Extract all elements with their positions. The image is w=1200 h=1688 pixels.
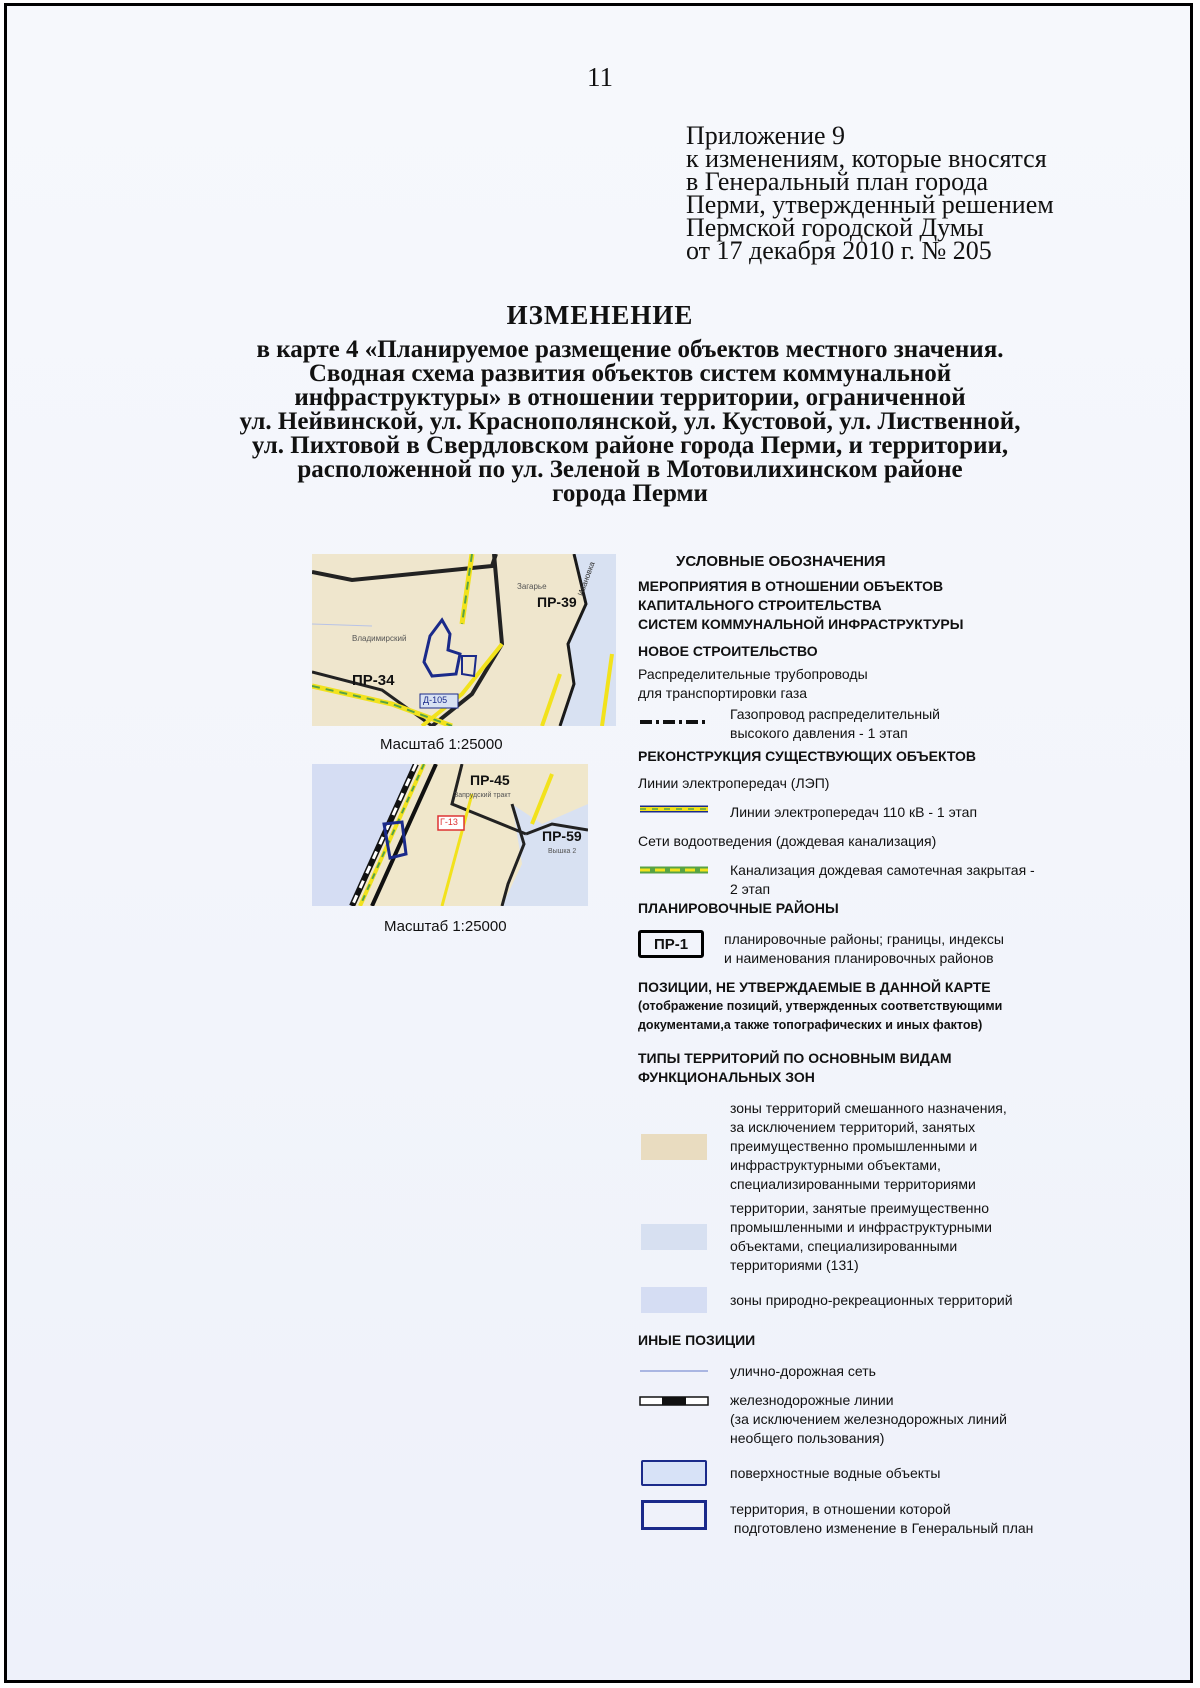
subtitle-line: Сводная схема развития объектов систем коммунальной — [308, 360, 952, 387]
map-label-d105: Д-105 — [423, 695, 448, 705]
legend-heading: МЕРОПРИЯТИЯ В ОТНОШЕНИИ ОБЪЕКТОВ — [638, 578, 944, 594]
power-line-icon — [638, 803, 710, 815]
map-label-small: Запрудский тракт — [454, 792, 511, 799]
legend-heading: ПОЗИЦИИ, НЕ УТВЕРЖДАЕМЫЕ В ДАННОЙ КАРТЕ — [638, 979, 991, 995]
appendix-note — [686, 121, 1054, 265]
drain-line-symbol — [638, 861, 710, 879]
legend-text: за исключением территорий, занятых — [730, 1119, 976, 1135]
legend-text: высокого давления - 1 этап — [730, 725, 908, 741]
legend-text: для транспортировки газа — [638, 685, 808, 701]
legend-text: 2 этап — [730, 881, 771, 897]
map-legend — [638, 552, 1158, 1538]
gas-pipeline-symbol — [638, 705, 710, 739]
appendix-line: Перми, утвержденный решением — [686, 190, 1054, 219]
subtitle-line: ул. Нейвинской, ул. Краснополянской, ул. Кустовой, ул. Лиственной, — [239, 408, 1021, 435]
planning-district-symbol: ПР-1 — [638, 930, 704, 958]
legend-heading: ТИПЫ ТЕРРИТОРИЙ ПО ОСНОВНЫМ ВИДАМ — [638, 1050, 952, 1066]
legend-text: Сети водоотведения (дождевая канализация) — [638, 833, 937, 849]
subtitle-line: инфраструктуры» в отношении территории, ограниченной — [294, 384, 966, 411]
appendix-line: Приложение 9 — [686, 121, 846, 150]
legend-subheading: документами,а также топографических и иных фактов) — [638, 1018, 983, 1032]
map-label-small: Загарье — [517, 582, 547, 591]
map-label-small: Вышка 2 — [548, 848, 577, 855]
document-title: ИЗМЕНЕНИЕ — [506, 300, 694, 330]
road-line-icon — [638, 1368, 710, 1374]
industrial-zone-swatch — [641, 1224, 707, 1250]
legend-heading: РЕКОНСТРУКЦИЯ СУЩЕСТВУЮЩИХ ОБЪЕКТОВ — [638, 748, 977, 764]
legend-heading: ИНЫЕ ПОЗИЦИИ — [638, 1332, 756, 1348]
map-label-river: Ивановка — [576, 560, 597, 598]
legend-text: Газопровод распределительный — [730, 706, 940, 722]
railway-symbol — [638, 1391, 710, 1411]
legend-text: зоны природно-рекреационных территорий — [730, 1292, 1013, 1308]
mixed-zone-swatch — [641, 1134, 707, 1160]
map-label-pr45: ПР-45 — [470, 772, 510, 788]
subtitle-line: города Перми — [552, 480, 708, 507]
legend-heading: СИСТЕМ КОММУНАЛЬНОЙ ИНФРАСТРУКТУРЫ — [638, 616, 964, 632]
legend-text: и наименования планировочных районов — [724, 950, 994, 966]
gas-pipeline-line-icon — [638, 715, 710, 729]
water-body-swatch — [641, 1460, 707, 1486]
map-label-pr34: ПР-34 — [352, 672, 395, 689]
page-number: 11 — [587, 62, 613, 92]
legend-text: Распределительные трубопроводы — [638, 666, 868, 682]
legend-text: зоны территорий смешанного назначения, — [730, 1100, 1007, 1116]
legend-heading: НОВОЕ СТРОИТЕЛЬСТВО — [638, 643, 818, 659]
legend-text: инфраструктурными объектами, — [730, 1157, 941, 1173]
map-label-pr59: ПР-59 — [542, 828, 582, 844]
drain-line-icon — [638, 864, 710, 876]
legend-text: планировочные районы; границы, индексы — [724, 931, 1004, 947]
appendix-line: Пермской городской Думы — [686, 213, 984, 242]
power-line-symbol — [638, 803, 710, 815]
map-1-scale: Масштаб 1:25000 — [380, 736, 503, 753]
legend-text: территория, в отношении которой — [730, 1501, 951, 1517]
document-subtitle — [150, 338, 1110, 506]
map-2-scale: Масштаб 1:25000 — [384, 918, 507, 935]
road-symbol — [638, 1362, 710, 1380]
legend-heading: КАПИТАЛЬНОГО СТРОИТЕЛЬСТВА — [638, 597, 882, 613]
map-fragment-2 — [312, 764, 588, 906]
legend-text: поверхностные водные объекты — [730, 1465, 941, 1481]
map-label-pr39: ПР-39 — [537, 594, 577, 610]
map-fragment-1 — [312, 554, 616, 726]
subtitle-line: ул. Пихтовой в Свердловском районе города Перми, и территории, — [251, 432, 1009, 459]
legend-text: подготовлено изменение в Генеральный план — [730, 1520, 1034, 1536]
map-label-small: Владимирский — [352, 634, 407, 643]
legend-text: Линии электропередач 110 кВ - 1 этап — [730, 804, 978, 820]
legend-text: территориями (131) — [730, 1257, 859, 1273]
legend-heading: ПЛАНИРОВОЧНЫЕ РАЙОНЫ — [638, 900, 839, 916]
appendix-line: в Генеральный план города — [686, 167, 989, 196]
recreation-zone-swatch — [641, 1287, 707, 1313]
railway-line-icon — [638, 1396, 710, 1406]
legend-text: объектами, специализированными — [730, 1238, 958, 1254]
legend-text: Канализация дождевая самотечная закрытая - — [730, 862, 1035, 878]
legend-heading: ФУНКЦИОНАЛЬНЫХ ЗОН — [638, 1069, 815, 1085]
legend-text: территории, занятые преимущественно — [730, 1200, 989, 1216]
legend-text: Линии электропередач (ЛЭП) — [638, 775, 830, 791]
subtitle-line: расположенной по ул. Зеленой в Мотовилихинском районе — [297, 456, 963, 483]
subtitle-line: в карте 4 «Планируемое размещение объектов местного значения. — [256, 336, 1004, 363]
legend-subheading: (отображение позиций, утвержденных соответствующими — [638, 999, 1003, 1013]
legend-title: УСЛОВНЫЕ ОБОЗНАЧЕНИЯ — [676, 553, 886, 570]
legend-text: промышленными и инфраструктурными — [730, 1219, 993, 1235]
legend-text: специализированными территориями — [730, 1176, 976, 1192]
appendix-line: от 17 декабря 2010 г. № 205 — [686, 236, 992, 265]
legend-text: необщего пользования) — [730, 1430, 885, 1446]
territory-boundary-swatch — [641, 1500, 707, 1530]
map-label-tag: Г-13 — [440, 817, 458, 827]
appendix-line: к изменениям, которые вносятся — [686, 144, 1047, 173]
legend-text: железнодорожные линии — [730, 1392, 894, 1408]
legend-text: (за исключением железнодорожных линий — [730, 1411, 1007, 1427]
legend-text: преимущественно промышленными и — [730, 1138, 978, 1154]
legend-text: улично-дорожная сеть — [730, 1363, 876, 1379]
